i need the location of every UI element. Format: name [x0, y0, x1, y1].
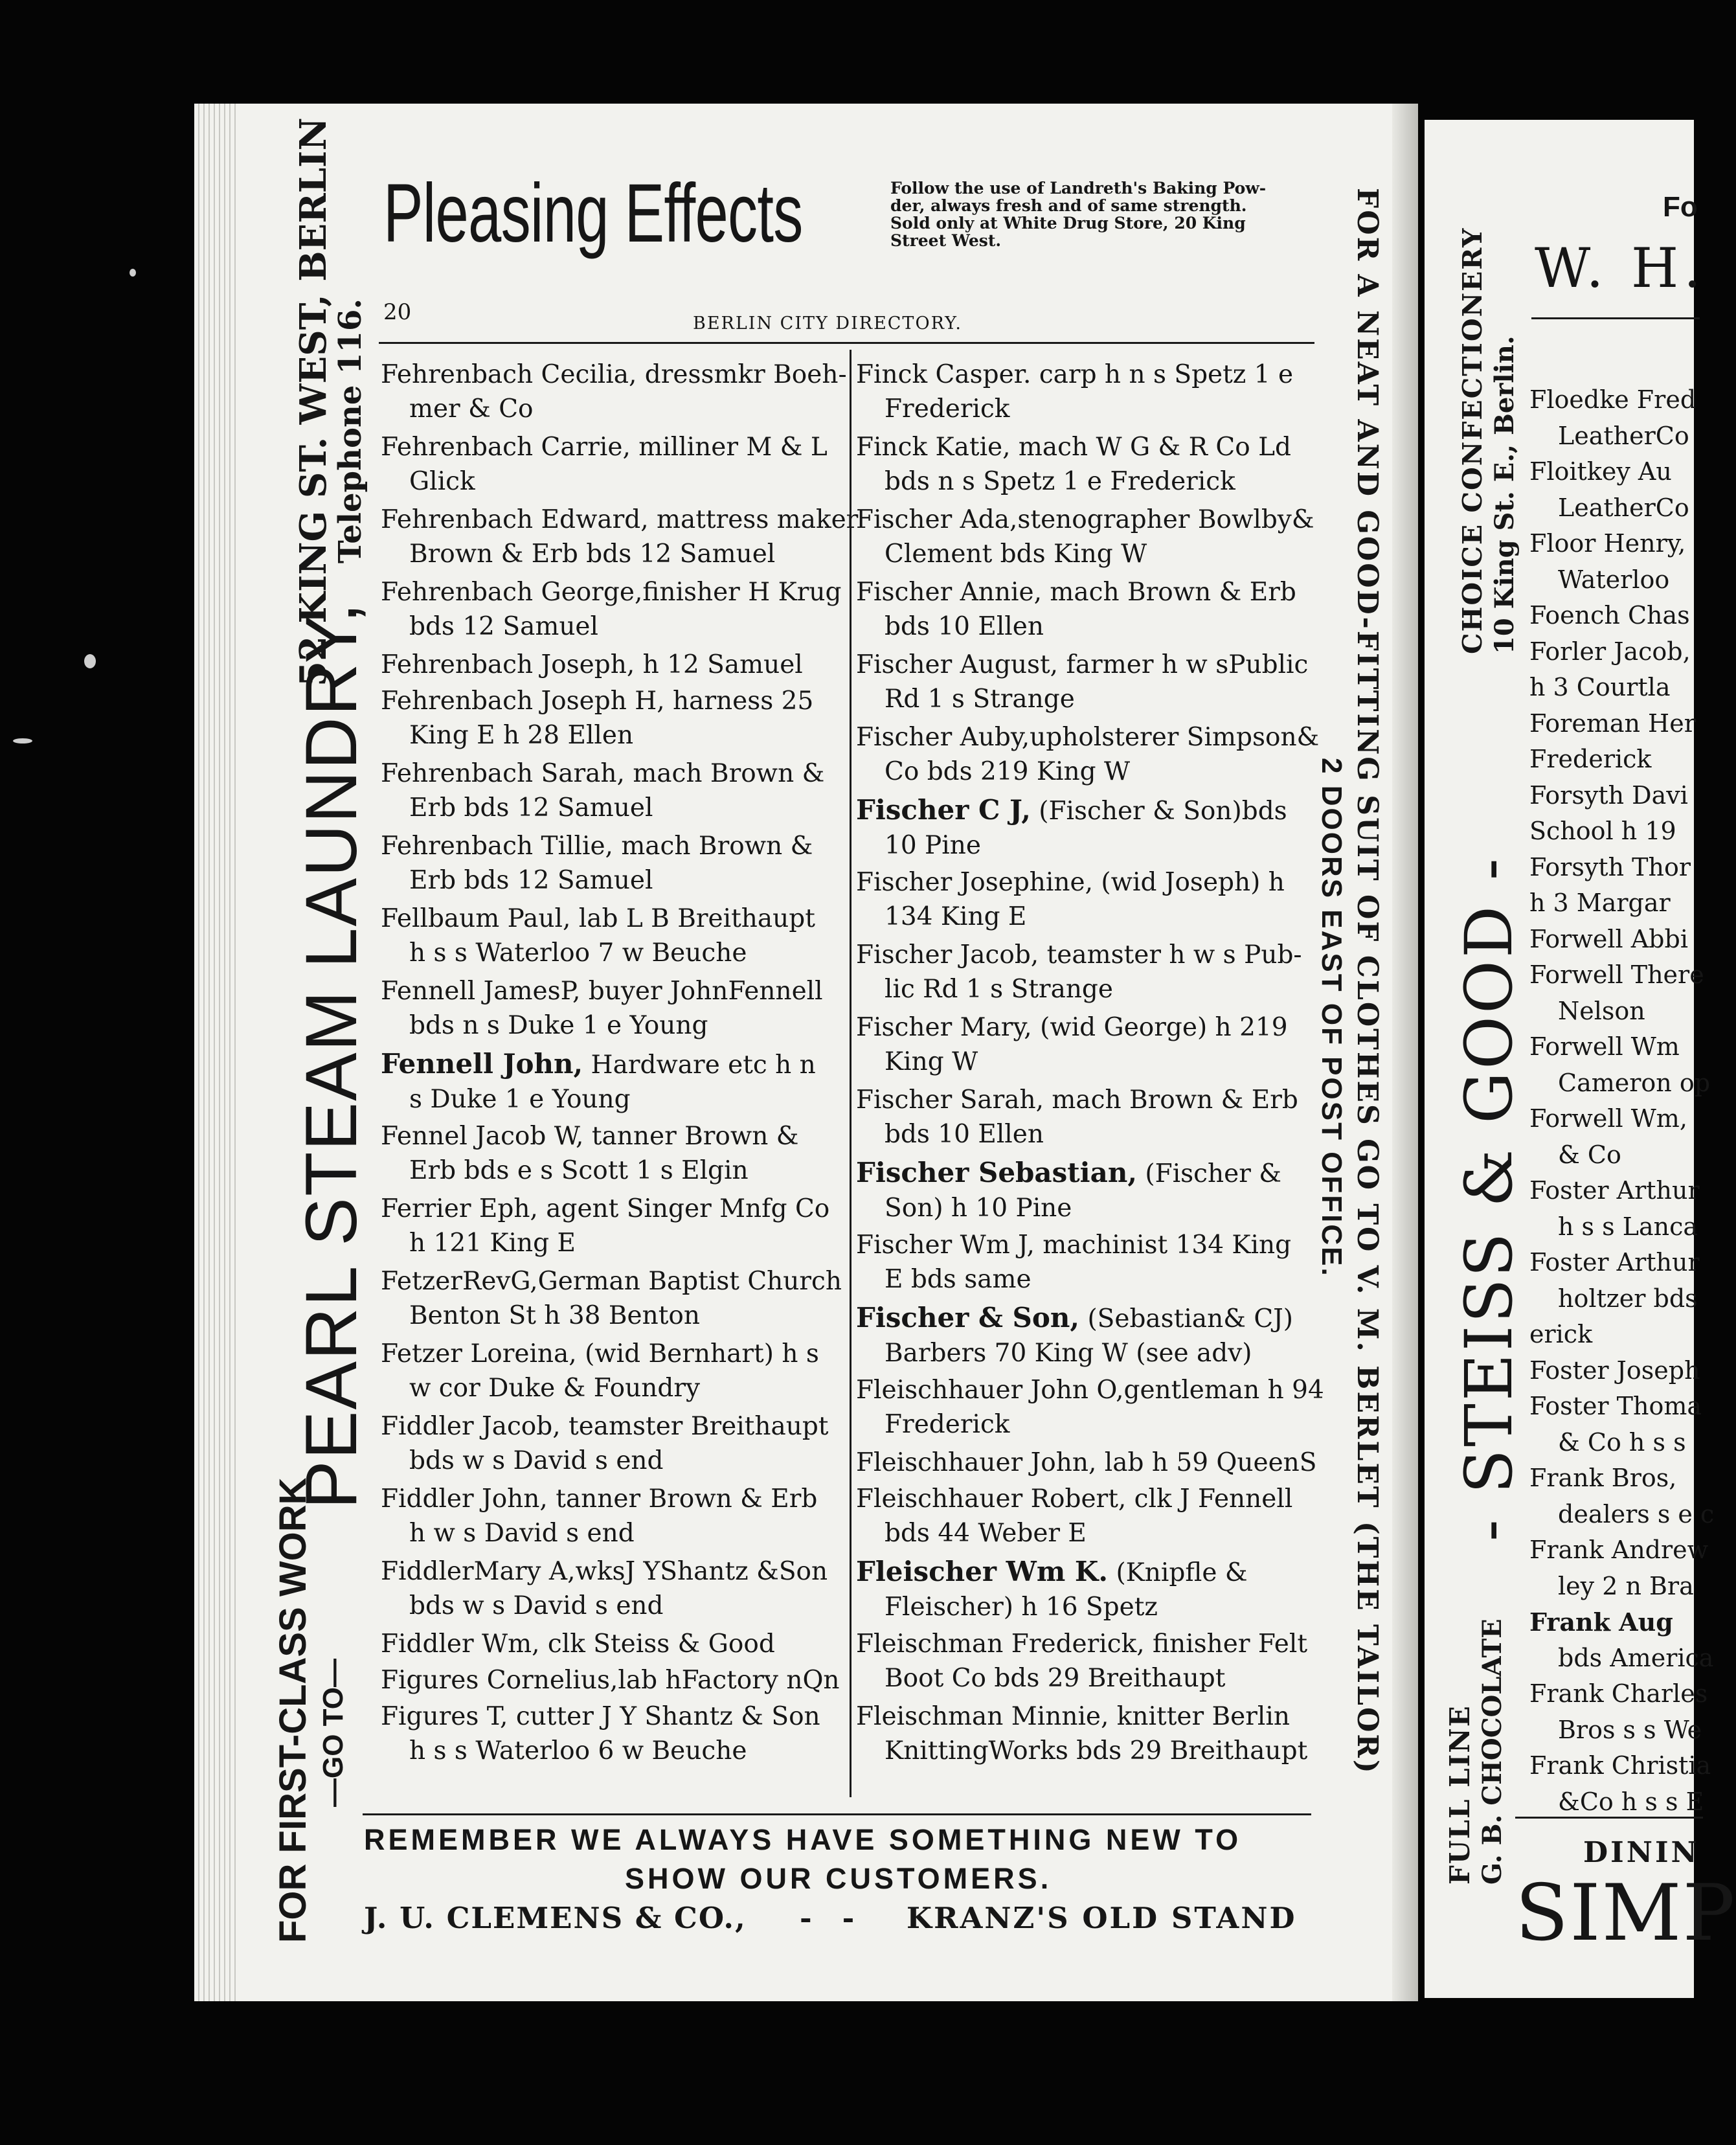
entry-continuation: bds 10 Ellen — [885, 612, 1044, 641]
next-page-entry: dealers s e c — [1558, 1499, 1715, 1528]
entry-continuation: KnittingWorks bds 29 Breithaupt — [885, 1736, 1308, 1765]
directory-entry — [381, 575, 841, 644]
next-page-entry: Foster Arthur — [1529, 1248, 1700, 1277]
entry-continuation: Clement bds King W — [885, 539, 1147, 569]
entry-line: Fehrenbach Sarah, mach Brown & — [381, 759, 825, 788]
footer-line-1: REMEMBER WE ALWAYS HAVE SOMETHING NEW TO — [364, 1823, 1242, 1856]
entry-continuation: bds w s David s end — [409, 1446, 664, 1475]
entry-continuation: s Duke 1 e Young — [409, 1085, 631, 1114]
entry-continuation: Frederick — [885, 1410, 1010, 1439]
directory-entry — [856, 1300, 1293, 1370]
entry-continuation: w cor Duke & Foundry — [409, 1374, 701, 1403]
directory-entry — [381, 1699, 820, 1768]
entry-continuation: 10 Pine — [885, 831, 981, 860]
directory-entry — [381, 1264, 842, 1333]
directory-entry — [381, 1047, 816, 1117]
entry-line: Fischer C J, (Fischer & Son)bds — [856, 794, 1287, 826]
directory-entry — [381, 358, 847, 426]
entry-line: Fehrenbach Joseph H, harness 25 — [381, 687, 814, 716]
directory-entry — [381, 1337, 819, 1405]
entry-continuation: h w s David s end — [409, 1519, 635, 1548]
entry-continuation: mer & Co — [409, 394, 534, 424]
next-page-full: FULL LINE — [1444, 1705, 1476, 1885]
next-page-entry: h 3 Courtla — [1529, 673, 1671, 701]
next-page-entry: Frank Bros, — [1529, 1464, 1677, 1492]
next-page-addr: 10 King St. E., Berlin. — [1489, 335, 1520, 654]
banner-ad-line: Street West. — [890, 231, 1002, 250]
next-page-entry: LeatherCo — [1558, 493, 1689, 522]
next-page-entry: Frank Christia — [1529, 1751, 1711, 1780]
next-page-entry: &Co h s s E — [1558, 1787, 1704, 1816]
next-page-entry: Frank Andrew — [1529, 1536, 1709, 1564]
next-page-top-text: Fo — [1663, 191, 1698, 223]
banner-ad-line: Sold only at White Drug Store, 20 King — [890, 214, 1246, 233]
next-page-entry: Frank Charles — [1529, 1679, 1708, 1708]
entry-continuation: 134 King E — [885, 902, 1027, 931]
next-page-name: W. H. — [1535, 236, 1707, 300]
next-page-entries — [1529, 382, 1724, 1820]
entry-continuation: bds w s David s end — [409, 1591, 664, 1620]
entry-continuation: bds 10 Ellen — [885, 1120, 1044, 1149]
left-ad-line-2: —GO TO— — [317, 1659, 349, 1807]
entry-continuation: Fleischer) h 16 Spetz — [885, 1593, 1158, 1622]
footer-firm: J. U. CLEMENS & CO., — [364, 1901, 747, 1935]
next-page-entry: Frederick — [1529, 745, 1652, 773]
entry-line: Fehrenbach Edward, mattress maker — [381, 505, 859, 534]
directory-entry — [856, 1083, 1298, 1152]
next-page-entry: Foreman Her — [1529, 709, 1696, 738]
next-page-entry: School h 19 — [1529, 817, 1676, 845]
directory-entry — [856, 1373, 1324, 1442]
next-page-entry: ley 2 n Bra — [1558, 1571, 1694, 1600]
entry-line: Fehrenbach Cecilia, dressmkr Boeh- — [381, 360, 847, 389]
entry-line: Fennell John, Hardware etc h n — [381, 1048, 816, 1080]
directory-entry — [381, 684, 813, 753]
directory-entry — [381, 1192, 829, 1260]
next-page-entry: Foster Joseph — [1529, 1356, 1700, 1385]
footer-line-2: SHOW OUR CUSTOMERS. — [625, 1862, 1052, 1895]
next-page-entry: Floor Henry, — [1529, 529, 1686, 558]
next-page-entry: Floedke Fred — [1529, 385, 1697, 414]
directory-entry — [381, 829, 813, 898]
entry-line: Figures T, cutter J Y Shantz & Son — [381, 1702, 820, 1731]
entry-line: Figures Cornelius,lab hFactory nQn — [381, 1666, 840, 1695]
left-ad-phone: Telephone 116. — [332, 298, 368, 563]
directory-entry — [856, 1446, 1317, 1480]
right-ad-line-2: 2 DOORS EAST OF POST OFFICE. — [1316, 758, 1347, 1278]
page-number: 20 — [383, 299, 412, 325]
next-page-entry: Forwell Abbi — [1529, 924, 1688, 953]
next-page-entry: Forsyth Davi — [1529, 780, 1688, 810]
next-page-entry: Forwell There — [1529, 960, 1704, 989]
entry-continuation: bds n s Spetz 1 e Frederick — [885, 467, 1235, 496]
entry-line: Fischer Sarah, mach Brown & Erb — [856, 1085, 1298, 1115]
entry-continuation: bds 44 Weber E — [885, 1519, 1087, 1548]
directory-entry — [856, 575, 1296, 644]
directory-entry — [381, 756, 824, 825]
entry-continuation: Brown & Erb bds 12 Samuel — [409, 539, 776, 569]
directory-entry — [381, 1627, 775, 1661]
next-page-entry: Forler Jacob, — [1529, 637, 1691, 666]
next-page-entry: & Co h s s — [1558, 1427, 1686, 1457]
entry-line: FiddlerMary A,wksJ YShantz &Son — [381, 1557, 828, 1586]
next-page-entry: Foster Arthur — [1529, 1176, 1700, 1205]
entry-line: Fleischhauer John O,gentleman h 94 — [856, 1376, 1324, 1405]
entry-continuation: bds 12 Samuel — [409, 612, 598, 641]
page-edge — [194, 104, 240, 2001]
header-rule — [379, 342, 1314, 344]
entry-line: Fleischman Minnie, knitter Berlin — [856, 1702, 1290, 1731]
entry-continuation: Erb bds e s Scott 1 s Elgin — [409, 1156, 749, 1185]
directory-entry — [381, 1409, 828, 1478]
directory-entry — [856, 1482, 1292, 1550]
footer-dashes: - - — [800, 1901, 855, 1935]
entry-line: Fellbaum Paul, lab L B Breithaupt — [381, 904, 815, 933]
next-page-entry: h s s Lanca — [1558, 1212, 1698, 1241]
next-page-entry: Frank Aug — [1529, 1607, 1673, 1637]
entry-line: Fischer Mary, (wid George) h 219 — [856, 1013, 1288, 1042]
entry-continuation: Benton St h 38 Benton — [409, 1301, 700, 1330]
directory-entry — [381, 1119, 799, 1188]
entry-line: Fiddler Jacob, teamster Breithaupt — [381, 1412, 829, 1441]
next-page-entry: Nelson — [1558, 996, 1645, 1025]
entry-continuation: Rd 1 s Strange — [885, 685, 1075, 714]
directory-entry — [381, 1482, 817, 1550]
next-page-bottom-2: SIMP — [1515, 1868, 1736, 1958]
entry-continuation: E bds same — [885, 1265, 1031, 1294]
entry-line: Fennel Jacob W, tanner Brown & — [381, 1122, 799, 1151]
dust-speck — [130, 269, 136, 277]
directory-entry — [856, 938, 1302, 1006]
entry-name-bold: Fischer C J, — [856, 794, 1031, 826]
directory-entry — [381, 648, 803, 682]
entry-line: Fischer Auby,upholsterer Simpson& — [856, 723, 1320, 752]
next-page-entry: Floitkey Au — [1529, 457, 1672, 486]
next-page-choice: CHOICE CONFECTIONERY — [1457, 227, 1488, 654]
entry-continuation: lic Rd 1 s Strange — [885, 975, 1113, 1004]
directory-entry — [856, 1699, 1307, 1768]
page-gutter — [1392, 104, 1418, 2001]
footer-location: KRANZ'S OLD STAND — [907, 1901, 1297, 1935]
next-page-bottom-1: DININ — [1583, 1836, 1700, 1869]
directory-entry — [381, 503, 858, 571]
next-page-entry: Forsyth Thor — [1529, 852, 1691, 881]
entry-continuation: Co bds 219 King W — [885, 757, 1131, 786]
entry-name-bold: Fischer Sebastian, — [856, 1157, 1138, 1188]
directory-entry — [381, 1554, 828, 1623]
entry-line: Finck Casper. carp h n s Spetz 1 e — [856, 360, 1294, 389]
entry-line: Fischer Josephine, (wid Joseph) h — [856, 868, 1285, 897]
entry-continuation: Frederick — [885, 394, 1010, 424]
next-page-firm: - STEISS & GOOD - — [1451, 856, 1527, 1541]
dust-speck — [13, 738, 32, 743]
directory-entry — [381, 1663, 840, 1697]
directory-entry — [856, 720, 1319, 789]
entry-continuation: h 121 King E — [409, 1229, 576, 1258]
dust-speck — [84, 654, 96, 668]
entry-name-bold: Fleischer Wm K. — [856, 1556, 1109, 1587]
entry-continuation: Glick — [409, 467, 475, 496]
entry-continuation: bds n s Duke 1 e Young — [409, 1011, 708, 1040]
directory-entry — [856, 430, 1291, 499]
entry-line: Fiddler Wm, clk Steiss & Good — [381, 1629, 775, 1659]
entry-line: Fischer Wm J, machinist 134 King — [856, 1231, 1292, 1260]
directory-entry — [856, 1010, 1288, 1079]
entry-continuation: King W — [885, 1047, 978, 1076]
entry-line: Fischer Annie, mach Brown & Erb — [856, 578, 1296, 607]
entry-line: Fehrenbach George,finisher H Krug — [381, 578, 842, 607]
entry-line: Fischer & Son, (Sebastian& CJ) — [856, 1302, 1294, 1334]
banner-ad-line: der, always fresh and of same strength. — [890, 196, 1247, 215]
entry-line: Fischer Ada,stenographer Bowlby& — [856, 505, 1314, 534]
next-page-entry: holtzer bds — [1558, 1284, 1698, 1313]
entry-name-bold: Fennell John, — [381, 1048, 583, 1080]
next-page-entry: erick — [1529, 1320, 1593, 1348]
footer-rule — [363, 1813, 1311, 1815]
banner-ad-line: Follow the use of Landreth's Baking Pow- — [890, 179, 1267, 198]
entry-line: Fleischhauer John, lab h 59 QueenS — [856, 1448, 1317, 1477]
next-page-entry: h 3 Margar — [1529, 889, 1671, 917]
entry-line: Fischer Sebastian, (Fischer & — [856, 1157, 1281, 1188]
directory-entry — [381, 430, 828, 499]
entry-line: Fiddler John, tanner Brown & Erb — [381, 1484, 818, 1514]
entry-line: Ferrier Eph, agent Singer Mnfg Co — [381, 1194, 830, 1223]
directory-entry — [381, 974, 823, 1043]
next-page-entry: Foench Chas — [1529, 601, 1690, 630]
directory-entry — [856, 1228, 1291, 1297]
next-page-entry: bds America — [1558, 1643, 1714, 1672]
next-page-entry: Waterloo — [1558, 565, 1670, 594]
entry-line: Fischer August, farmer h w sPublic — [856, 650, 1309, 679]
next-page-entry: Forwell Wm, — [1529, 1104, 1687, 1133]
directory-entry — [856, 865, 1285, 934]
next-page-choc: G. B. CHOCOLATE — [1477, 1618, 1507, 1885]
directory-entry — [856, 793, 1287, 863]
next-page-entry: & Co — [1558, 1140, 1621, 1169]
banner-title: Pleasing Effects — [383, 167, 803, 260]
entry-line: Fehrenbach Tillie, mach Brown & — [381, 832, 813, 861]
next-page-rule — [1531, 317, 1700, 319]
entry-line: Fischer Jacob, teamster h w s Pub- — [856, 940, 1302, 970]
left-ad-line-1: FOR FIRST-CLASS WORK — [272, 1477, 314, 1943]
directory-entry — [381, 902, 815, 970]
next-page-entry: LeatherCo — [1558, 421, 1689, 450]
next-page-entry: Forwell Wm — [1529, 1032, 1680, 1061]
entry-continuation: Son) h 10 Pine — [885, 1194, 1072, 1223]
entry-name-bold: Fischer & Son, — [856, 1302, 1080, 1334]
directory-entry — [856, 358, 1293, 426]
right-ad-line-1: FOR A NEAT AND GOOD-FITTING SUIT OF CLOTHES GO TO V. M. BERLET (THE TAILOR) — [1351, 188, 1384, 1775]
entry-continuation: Erb bds 12 Samuel — [409, 866, 653, 895]
entry-continuation: Boot Co bds 29 Breithaupt — [885, 1664, 1226, 1693]
entry-line: Fehrenbach Joseph, h 12 Samuel — [381, 650, 803, 679]
entry-continuation: h s s Waterloo 6 w Beuche — [409, 1736, 747, 1765]
next-page-entry: Cameron op — [1558, 1068, 1711, 1097]
entry-line: Fleischhauer Robert, clk J Fennell — [856, 1484, 1293, 1514]
directory-entry — [856, 503, 1314, 571]
directory-entry — [856, 648, 1308, 716]
entry-continuation: Barbers 70 King W (see adv) — [885, 1339, 1252, 1368]
running-title: BERLIN CITY DIRECTORY. — [693, 313, 963, 334]
entry-line: Fennell JamesP, buyer JohnFennell — [381, 977, 823, 1006]
entry-line: Fetzer Loreina, (wid Bernhart) h s — [381, 1339, 819, 1368]
entry-continuation: Erb bds 12 Samuel — [409, 793, 653, 823]
entry-line: Fehrenbach Carrie, milliner M & L — [381, 433, 828, 462]
next-page-entry: Bros s s We — [1558, 1715, 1702, 1744]
entry-line: Fleischman Frederick, finisher Felt — [856, 1629, 1308, 1659]
entry-line: FetzerRevG,German Baptist Church — [381, 1267, 842, 1296]
directory-entry — [856, 1554, 1248, 1624]
directory-entry — [856, 1627, 1307, 1696]
banner-ad-text — [890, 179, 1266, 249]
entry-line: Fleischer Wm K. (Knipfle & — [856, 1556, 1248, 1587]
entry-continuation: h s s Waterloo 7 w Beuche — [409, 938, 747, 968]
next-page-entry: Foster Thoma — [1529, 1392, 1702, 1420]
directory-entry — [856, 1155, 1281, 1225]
entry-line: Finck Katie, mach W G & R Co Ld — [856, 433, 1292, 462]
left-ad-address: 52 KING ST. WEST, BERLIN — [292, 117, 335, 687]
left-ad-name: PEARL STEAM LAUNDRY, — [291, 601, 372, 1509]
next-page-rule — [1515, 1817, 1703, 1819]
entry-continuation: King E h 28 Ellen — [409, 721, 634, 750]
